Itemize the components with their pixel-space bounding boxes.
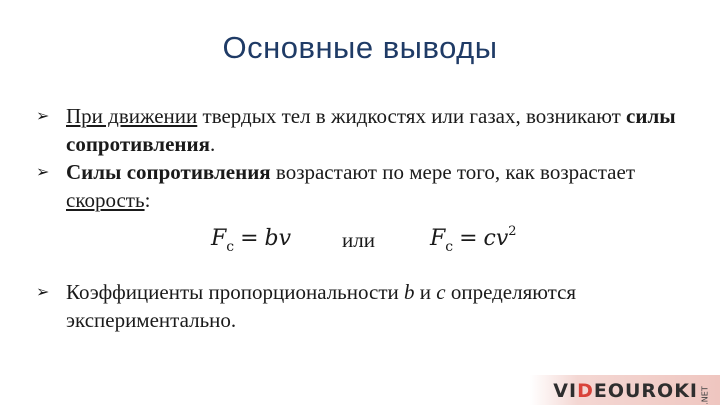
arrowhead-bullet-icon: ➢ [36,106,50,125]
arrowhead-bullet-icon: ➢ [36,162,50,181]
bullet3-conj: и [414,280,437,304]
formula-linear [211,226,292,255]
bullet3-symbol-c: c [436,280,446,304]
bullet-item-2 [36,158,686,214]
watermark-tld: .NET [700,386,710,405]
formula2-force-symbol: F [430,226,446,251]
bullet-item-3 [36,278,686,334]
bullet1-text: твердых тел в жидкостях или газах, возникают [197,104,627,128]
bullet2-end: : [144,188,151,212]
bullet2-text: возрастают по мере того, как возрастает [270,160,636,184]
watermark-banner [530,375,720,405]
formula1-subscript: c [226,239,235,255]
bullet3-text: Коэффициенты пропорциональности [66,280,405,304]
watermark-logo [553,380,698,402]
formula-quadratic [430,224,517,255]
formula2-superscript: 2 [508,224,517,239]
slide-title: Основные выводы [222,30,498,65]
bullet3-end: определяются экспериментально. [66,280,577,332]
watermark-prefix: VI [553,380,578,402]
formula1-rhs: bv [264,226,292,251]
formula1-force-symbol: F [211,226,227,251]
formula2-subscript: c [445,239,454,255]
watermark-suffix: EOUROKI [593,380,698,402]
bullet2-underlined-text: скорость [66,188,145,212]
formula-or-label: или [342,228,375,252]
bullet1-end: . [209,132,216,156]
bullet1-underlined-text: При движении [66,104,198,128]
bullet-list [36,102,686,214]
formula-row [0,226,720,260]
bullet3-symbol-b: b [404,280,415,304]
bullet-list-2 [36,278,686,334]
formula2-equals: = [459,226,478,251]
arrowhead-bullet-icon: ➢ [36,282,50,301]
formula1-equals: = [240,226,259,251]
bullet-item-1 [36,102,686,158]
bullet1-bold-text: силы сопротивления [66,104,676,156]
watermark-accent: D [577,380,594,402]
formula2-rhs: cv [483,226,509,251]
bullet2-bold-text: Силы сопротивления [66,160,271,184]
